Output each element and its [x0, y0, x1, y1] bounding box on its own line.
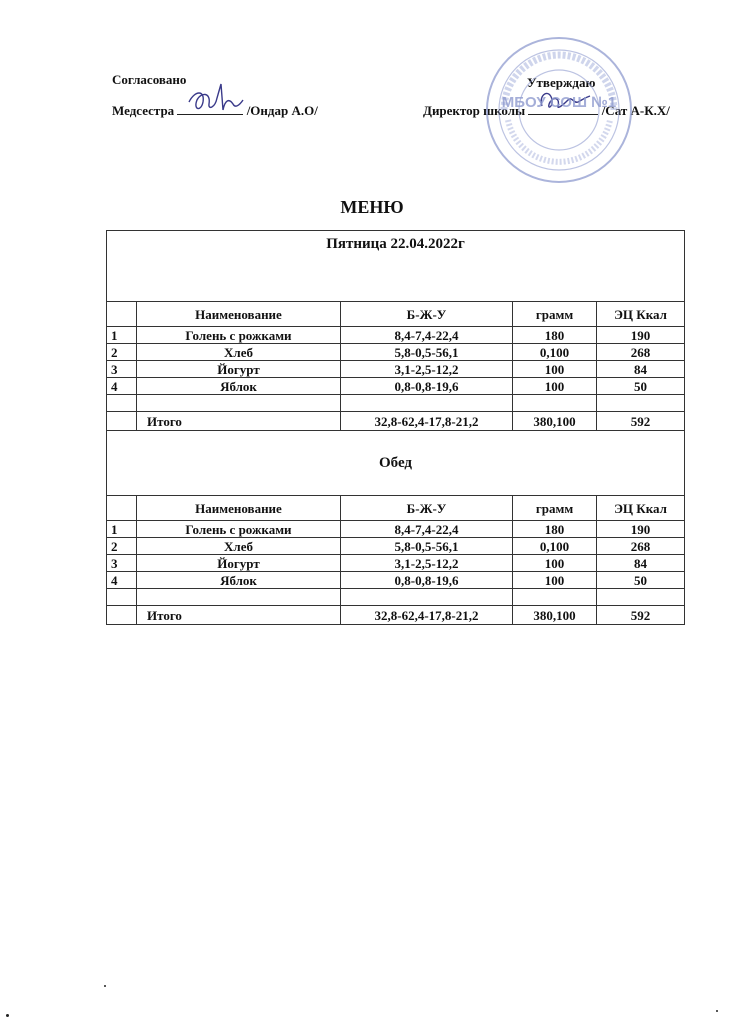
- table-row: [107, 555, 685, 572]
- row-gram: 0,100: [513, 538, 597, 555]
- table-header-row: [107, 302, 685, 327]
- row-number: 3: [107, 555, 137, 572]
- row-bju: 8,4-7,4-22,4: [341, 521, 513, 538]
- row-name: Йогурт: [137, 361, 341, 378]
- row-kcal: 84: [597, 361, 685, 378]
- column-header-bju: Б-Ж-У: [341, 496, 513, 521]
- total-row: [107, 606, 685, 625]
- nurse-label: Медсестра: [112, 103, 175, 118]
- blank-cell: [137, 589, 341, 606]
- row-kcal: 84: [597, 555, 685, 572]
- scan-speck: [716, 1010, 718, 1012]
- row-number: 1: [107, 327, 137, 344]
- column-header-name: Наименование: [137, 302, 341, 327]
- row-gram: 180: [513, 327, 597, 344]
- agreed-label: Согласовано: [112, 72, 187, 87]
- column-header-name: Наименование: [137, 496, 341, 521]
- row-gram: 100: [513, 555, 597, 572]
- total-gram: 380,100: [513, 412, 597, 431]
- total-bju: 32,8-62,4-17,8-21,2: [341, 606, 513, 625]
- row-bju: 3,1-2,5-12,2: [341, 361, 513, 378]
- table-row: [107, 344, 685, 361]
- table-row: [107, 521, 685, 538]
- row-bju: 0,8-0,8-19,6: [341, 378, 513, 395]
- table-row: [107, 378, 685, 395]
- row-kcal: 190: [597, 521, 685, 538]
- column-header-num: [107, 496, 137, 521]
- column-header-kcal: ЭЦ Ккал: [597, 496, 685, 521]
- nurse-signature-line: [112, 102, 318, 119]
- approve-label: Утверждаю: [527, 75, 596, 90]
- nurse-name: /Ондар А.О/: [246, 103, 318, 118]
- blank-cell: [107, 589, 137, 606]
- section-heading: Пятница 22.04.2022г: [107, 231, 685, 302]
- row-name: Голень с рожками: [137, 521, 341, 538]
- total-kcal: 592: [597, 412, 685, 431]
- school-stamp-icon: [484, 35, 634, 185]
- total-kcal: 592: [597, 606, 685, 625]
- row-gram: 100: [513, 572, 597, 589]
- blank-cell: [341, 395, 513, 412]
- blank-cell: [513, 589, 597, 606]
- row-kcal: 190: [597, 327, 685, 344]
- director-label: Директор школы: [423, 103, 526, 118]
- row-name: Голень с рожками: [137, 327, 341, 344]
- column-header-kcal: ЭЦ Ккал: [597, 302, 685, 327]
- row-bju: 0,8-0,8-19,6: [341, 572, 513, 589]
- blank-cell: [341, 589, 513, 606]
- nurse-signature-field: [177, 102, 243, 115]
- nurse-signature-icon: [185, 80, 245, 120]
- section-heading-row: [107, 231, 685, 302]
- table-row: [107, 572, 685, 589]
- total-label: Итого: [137, 412, 341, 431]
- menu-table: [106, 230, 685, 625]
- total-empty-cell: [107, 412, 137, 431]
- row-gram: 0,100: [513, 344, 597, 361]
- row-number: 1: [107, 521, 137, 538]
- row-number: 4: [107, 572, 137, 589]
- column-header-gram: грамм: [513, 496, 597, 521]
- row-name: Яблок: [137, 378, 341, 395]
- row-kcal: 50: [597, 572, 685, 589]
- table-row: [107, 538, 685, 555]
- page-title: МЕНЮ: [340, 197, 404, 217]
- total-label: Итого: [137, 606, 341, 625]
- row-kcal: 268: [597, 538, 685, 555]
- row-number: 2: [107, 538, 137, 555]
- blank-cell: [107, 395, 137, 412]
- blank-cell: [597, 589, 685, 606]
- table-row: [107, 361, 685, 378]
- row-bju: 5,8-0,5-56,1: [341, 344, 513, 361]
- column-header-num: [107, 302, 137, 327]
- row-kcal: 268: [597, 344, 685, 361]
- column-header-bju: Б-Ж-У: [341, 302, 513, 327]
- blank-cell: [513, 395, 597, 412]
- total-row: [107, 412, 685, 431]
- blank-row: [107, 589, 685, 606]
- blank-cell: [137, 395, 341, 412]
- blank-row: [107, 395, 685, 412]
- row-gram: 180: [513, 521, 597, 538]
- row-name: Йогурт: [137, 555, 341, 572]
- row-bju: 8,4-7,4-22,4: [341, 327, 513, 344]
- scan-speck: [6, 1014, 9, 1017]
- section-heading-row: [107, 431, 685, 496]
- row-name: Хлеб: [137, 538, 341, 555]
- row-name: Яблок: [137, 572, 341, 589]
- row-bju: 3,1-2,5-12,2: [341, 555, 513, 572]
- row-name: Хлеб: [137, 344, 341, 361]
- total-gram: 380,100: [513, 606, 597, 625]
- total-bju: 32,8-62,4-17,8-21,2: [341, 412, 513, 431]
- table-row: [107, 327, 685, 344]
- stamp-text: МБОУ СОШ №1: [501, 94, 617, 111]
- total-empty-cell: [107, 606, 137, 625]
- row-bju: 5,8-0,5-56,1: [341, 538, 513, 555]
- row-kcal: 50: [597, 378, 685, 395]
- column-header-gram: грамм: [513, 302, 597, 327]
- director-name: /Сат А-К.Х/: [601, 103, 670, 118]
- row-number: 2: [107, 344, 137, 361]
- row-gram: 100: [513, 378, 597, 395]
- scan-speck: [104, 985, 106, 987]
- row-number: 4: [107, 378, 137, 395]
- table-header-row: [107, 496, 685, 521]
- section-heading: Обед: [107, 431, 685, 496]
- row-number: 3: [107, 361, 137, 378]
- blank-cell: [597, 395, 685, 412]
- row-gram: 100: [513, 361, 597, 378]
